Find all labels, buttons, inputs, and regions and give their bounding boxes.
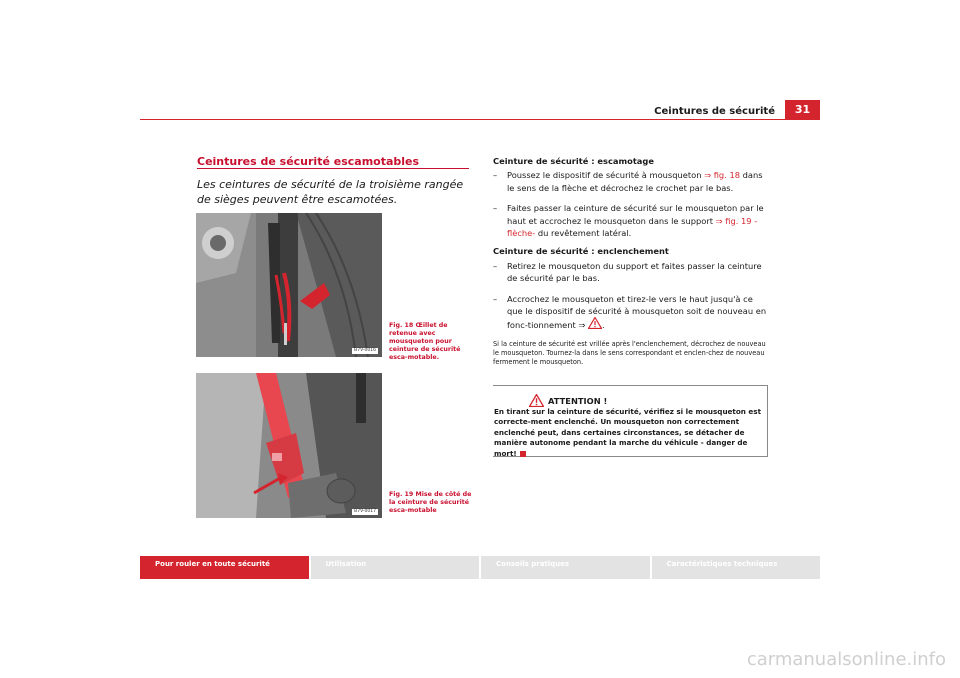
step-3 xyxy=(493,260,771,285)
step-1 xyxy=(493,169,771,194)
step-2 xyxy=(493,202,771,239)
figure-18-image xyxy=(196,213,382,357)
warning-text: En tirant sur la ceinture de sécurité, vérifiez si le mousqueton est correcte-ment enclenché. Un mousqueton non correctement enclenché peut, dans certaines circonstances, se détacher de manière autonome pendant la marche du véhicule - danger de mort! xyxy=(494,407,762,458)
figure-18-caption: Fig. 18 Œillet de retenue avec mousqueton pour ceinture de sécurité esca-motable. xyxy=(389,322,461,361)
note-text: Si la ceinture de sécurité est vrillée après l'enclenchement, décrochez de nouveau le mousqueton. Tournez-la dans le sens correspondant et enclen-chez de nouveau fermement le mousqueton. xyxy=(493,339,766,367)
step-4-dash: – xyxy=(493,293,498,304)
section-lead: Les ceintures de sécurité de la troisième rangée de sièges peuvent être escamotées. xyxy=(197,178,464,206)
step-2-dash: – xyxy=(493,203,498,214)
step-2-text-b: du revêtement latéral. xyxy=(535,228,632,239)
figure-18-code: B7V-0016 xyxy=(354,348,376,353)
step-1-text-a: Poussez le dispositif de sécurité à mousqueton xyxy=(507,170,705,181)
warning-text-block xyxy=(494,407,766,459)
step-1-fig-link[interactable]: ⇒ fig. 18 xyxy=(704,170,741,181)
page-number: 31 xyxy=(785,100,820,120)
step-1-text-b: dans le sens de la flèche et décrochez le crochet par le bas. xyxy=(507,170,763,193)
warning-icon xyxy=(529,394,544,407)
warning-label: ATTENTION ! xyxy=(548,396,608,406)
step-3-text: Retirez le mousqueton du support et faites passer la ceinture de sécurité par le bas. xyxy=(507,260,762,284)
footer-tab-utilisation[interactable]: Utilisation xyxy=(311,556,480,579)
header-rule xyxy=(140,119,820,120)
figure-19-caption: Fig. 19 Mise de côté de la ceinture de sécurité esca-motable xyxy=(389,491,472,514)
step-2-text-a: Faites passer la ceinture de sécurité sur le mousqueton par le haut et accrochez le mousqueton dans le support xyxy=(507,203,764,226)
step-4 xyxy=(493,293,771,332)
footer-nav xyxy=(140,556,820,579)
instructions-column xyxy=(493,155,771,367)
step-4-text: Accrochez le mousqueton et tirez-le vers le haut jusqu'à ce que le dispositif de sécurité à mousqueton soit de nouveau en fonc-tionnement ⇒ xyxy=(507,293,767,331)
figure-19-code: B7V-0017 xyxy=(354,509,376,514)
header-title: Ceintures de sécurité xyxy=(654,106,775,117)
step-1-dash: – xyxy=(493,170,498,181)
section-rule xyxy=(197,168,469,169)
footer-tab-conseils[interactable]: Conseils pratiques xyxy=(481,556,650,579)
warning-box xyxy=(493,385,768,457)
figure-19-image xyxy=(196,373,382,518)
section-title: Ceintures de sécurité escamotables xyxy=(197,155,420,168)
heading-enclenchement: Ceinture de sécurité : enclenchement xyxy=(493,246,669,257)
watermark: carmanualsonline.info xyxy=(746,649,946,670)
footer-tab-securite[interactable]: Pour rouler en toute sécurité xyxy=(140,556,309,579)
step-2-fig-link[interactable]: ⇒ fig. 19 -flèche- xyxy=(507,215,758,239)
step-4-end: . xyxy=(602,320,605,331)
footer-tab-caracteristiques[interactable]: Caractéristiques techniques xyxy=(652,556,821,579)
warning-top-rule xyxy=(493,385,768,386)
end-square-icon xyxy=(520,451,526,457)
step-3-dash: – xyxy=(493,260,498,271)
warning-triangle-icon[interactable] xyxy=(588,317,602,329)
heading-escamotage: Ceinture de sécurité : escamotage xyxy=(493,156,654,166)
